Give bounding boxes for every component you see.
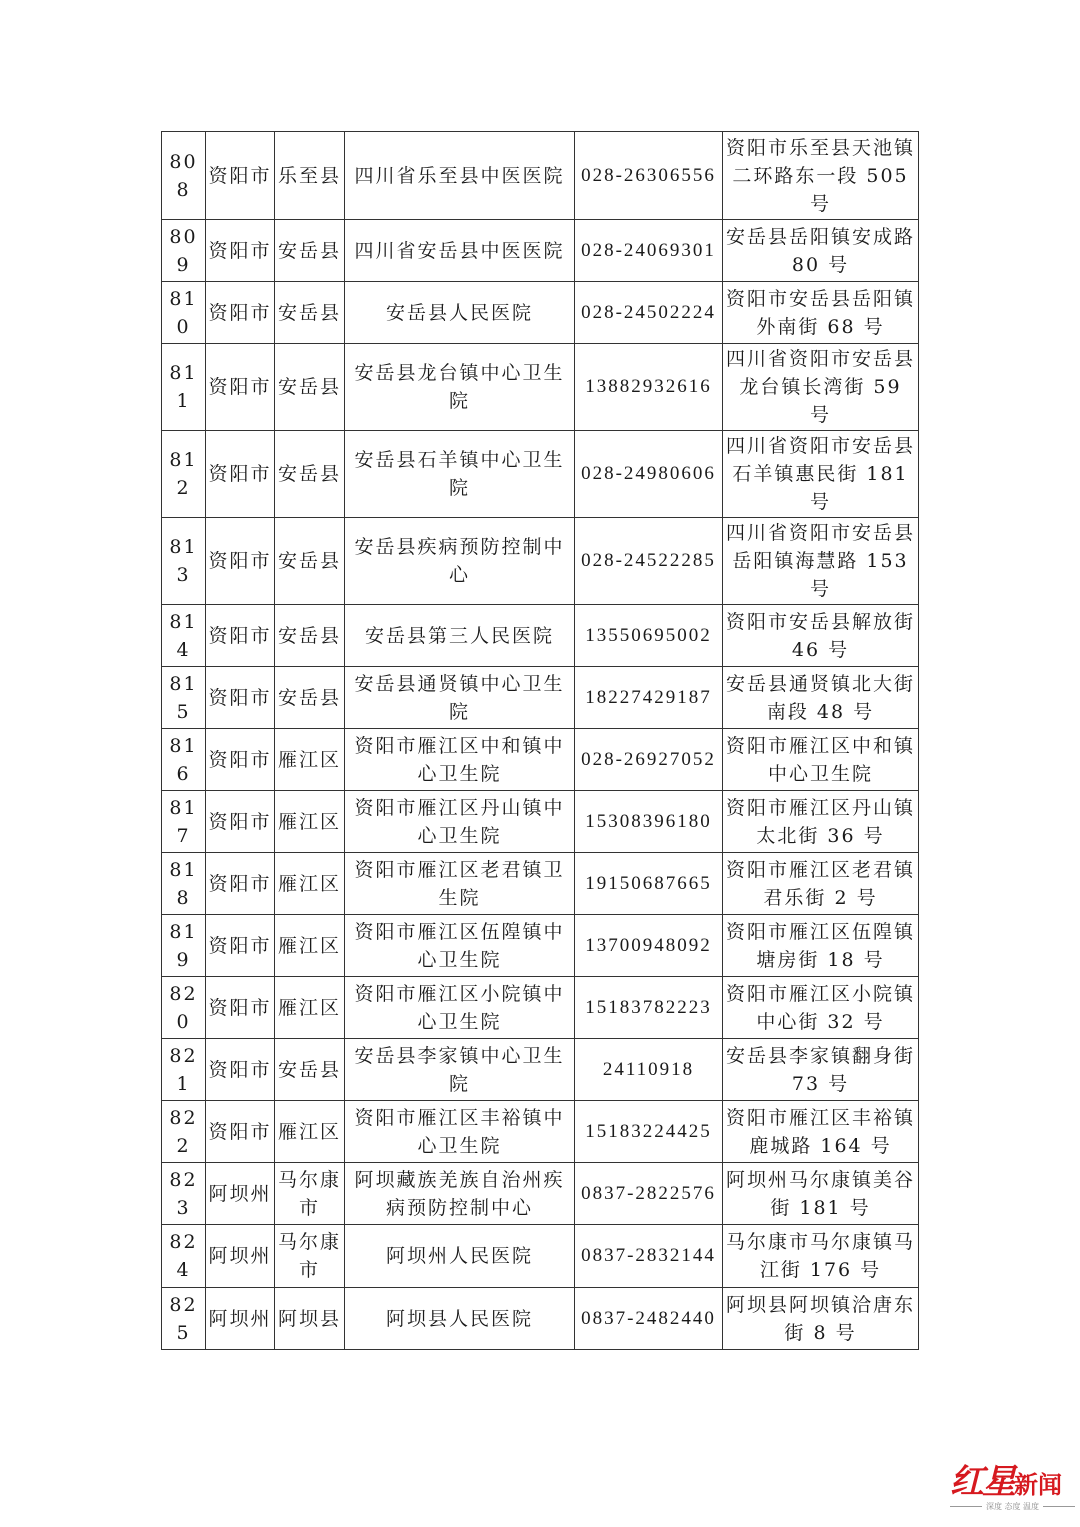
address-cell: 资阳市雁江区伍隍镇塘房街 18 号 <box>723 915 919 977</box>
address-cell: 安岳县岳阳镇安成路 80 号 <box>723 220 919 282</box>
table-row <box>162 1225 919 1288</box>
logo-brand-news: 新闻 <box>1014 1470 1062 1499</box>
address-cell: 马尔康市马尔康镇马江街 176 号 <box>723 1225 919 1288</box>
county-cell: 安岳县 <box>275 282 345 344</box>
phone-cell: 15308396180 <box>575 791 723 853</box>
city-cell: 资阳市 <box>206 977 275 1039</box>
phone-cell: 13550695002 <box>575 605 723 667</box>
phone-cell: 0837-2822576 <box>575 1163 723 1225</box>
city-cell: 资阳市 <box>206 132 275 220</box>
row-number: 820 <box>162 977 206 1039</box>
address-cell: 阿坝州马尔康镇美谷街 181 号 <box>723 1163 919 1225</box>
row-number: 809 <box>162 220 206 282</box>
hospital-table <box>161 131 919 1350</box>
city-cell: 资阳市 <box>206 605 275 667</box>
phone-cell: 13882932616 <box>575 344 723 431</box>
row-number: 818 <box>162 853 206 915</box>
address-cell: 阿坝县阿坝镇洽唐东街 8 号 <box>723 1288 919 1350</box>
county-cell: 阿坝县 <box>275 1288 345 1350</box>
phone-cell: 0837-2832144 <box>575 1225 723 1288</box>
city-cell: 资阳市 <box>206 518 275 605</box>
city-cell: 资阳市 <box>206 1039 275 1101</box>
county-cell: 马尔康市 <box>275 1225 345 1288</box>
city-cell: 资阳市 <box>206 1101 275 1163</box>
institution-name-cell: 阿坝州人民医院 <box>345 1225 575 1288</box>
table-row <box>162 1101 919 1163</box>
institution-name-cell: 四川省安岳县中医医院 <box>345 220 575 282</box>
institution-name-cell: 安岳县通贤镇中心卫生院 <box>345 667 575 729</box>
table-row <box>162 431 919 518</box>
institution-name-cell: 四川省乐至县中医医院 <box>345 132 575 220</box>
table-row <box>162 132 919 220</box>
address-cell: 资阳市乐至县天池镇二环路东一段 505 号 <box>723 132 919 220</box>
institution-name-cell: 安岳县李家镇中心卫生院 <box>345 1039 575 1101</box>
phone-cell: 028-26306556 <box>575 132 723 220</box>
row-number: 825 <box>162 1288 206 1350</box>
table-row <box>162 729 919 791</box>
city-cell: 阿坝州 <box>206 1288 275 1350</box>
row-number: 824 <box>162 1225 206 1288</box>
city-cell: 资阳市 <box>206 344 275 431</box>
table-row <box>162 605 919 667</box>
table-body <box>162 132 919 1350</box>
address-cell: 资阳市安岳县解放街 46 号 <box>723 605 919 667</box>
county-cell: 雁江区 <box>275 915 345 977</box>
row-number: 821 <box>162 1039 206 1101</box>
divider <box>1043 1506 1075 1507</box>
phone-cell: 0837-2482440 <box>575 1288 723 1350</box>
city-cell: 资阳市 <box>206 220 275 282</box>
table-row <box>162 1288 919 1350</box>
institution-name-cell: 安岳县石羊镇中心卫生院 <box>345 431 575 518</box>
table-row <box>162 518 919 605</box>
institution-name-cell: 阿坝藏族羌族自治州疾病预防控制中心 <box>345 1163 575 1225</box>
phone-cell: 18227429187 <box>575 667 723 729</box>
county-cell: 雁江区 <box>275 791 345 853</box>
county-cell: 安岳县 <box>275 1039 345 1101</box>
institution-name-cell: 资阳市雁江区伍隍镇中心卫生院 <box>345 915 575 977</box>
address-cell: 资阳市雁江区小院镇中心街 32 号 <box>723 977 919 1039</box>
row-number: 815 <box>162 667 206 729</box>
phone-cell: 15183224425 <box>575 1101 723 1163</box>
county-cell: 乐至县 <box>275 132 345 220</box>
logo-brand-red: 红星 <box>950 1462 1014 1502</box>
address-cell: 资阳市安岳县岳阳镇外南街 68 号 <box>723 282 919 344</box>
county-cell: 雁江区 <box>275 853 345 915</box>
table-row <box>162 344 919 431</box>
city-cell: 资阳市 <box>206 729 275 791</box>
city-cell: 阿坝州 <box>206 1225 275 1288</box>
county-cell: 马尔康市 <box>275 1163 345 1225</box>
city-cell: 资阳市 <box>206 853 275 915</box>
row-number: 811 <box>162 344 206 431</box>
row-number: 813 <box>162 518 206 605</box>
table-row <box>162 1163 919 1225</box>
city-cell: 阿坝州 <box>206 1163 275 1225</box>
county-cell: 安岳县 <box>275 431 345 518</box>
institution-name-cell: 资阳市雁江区老君镇卫生院 <box>345 853 575 915</box>
table-row <box>162 282 919 344</box>
row-number: 808 <box>162 132 206 220</box>
institution-name-cell: 资阳市雁江区丹山镇中心卫生院 <box>345 791 575 853</box>
table-row <box>162 853 919 915</box>
county-cell: 雁江区 <box>275 977 345 1039</box>
address-cell: 四川省资阳市安岳县岳阳镇海慧路 153 号 <box>723 518 919 605</box>
table-row <box>162 791 919 853</box>
address-cell: 资阳市雁江区丹山镇太北街 36 号 <box>723 791 919 853</box>
address-cell: 资阳市雁江区丰裕镇鹿城路 164 号 <box>723 1101 919 1163</box>
county-cell: 安岳县 <box>275 667 345 729</box>
city-cell: 资阳市 <box>206 431 275 518</box>
institution-name-cell: 安岳县人民医院 <box>345 282 575 344</box>
row-number: 814 <box>162 605 206 667</box>
phone-cell: 028-24069301 <box>575 220 723 282</box>
county-cell: 雁江区 <box>275 729 345 791</box>
county-cell: 安岳县 <box>275 518 345 605</box>
city-cell: 资阳市 <box>206 791 275 853</box>
address-cell: 四川省资阳市安岳县石羊镇惠民街 181 号 <box>723 431 919 518</box>
address-cell: 资阳市雁江区中和镇中心卫生院 <box>723 729 919 791</box>
divider <box>950 1506 982 1507</box>
table-row <box>162 915 919 977</box>
phone-cell: 13700948092 <box>575 915 723 977</box>
phone-cell: 15183782223 <box>575 977 723 1039</box>
city-cell: 资阳市 <box>206 282 275 344</box>
county-cell: 雁江区 <box>275 1101 345 1163</box>
phone-cell: 028-24522285 <box>575 518 723 605</box>
phone-cell: 19150687665 <box>575 853 723 915</box>
row-number: 822 <box>162 1101 206 1163</box>
table-row <box>162 1039 919 1101</box>
table-row <box>162 220 919 282</box>
city-cell: 资阳市 <box>206 667 275 729</box>
address-cell: 资阳市雁江区老君镇君乐街 2 号 <box>723 853 919 915</box>
county-cell: 安岳县 <box>275 605 345 667</box>
county-cell: 安岳县 <box>275 344 345 431</box>
row-number: 812 <box>162 431 206 518</box>
phone-cell: 24110918 <box>575 1039 723 1101</box>
row-number: 816 <box>162 729 206 791</box>
address-cell: 四川省资阳市安岳县龙台镇长湾街 59 号 <box>723 344 919 431</box>
row-number: 817 <box>162 791 206 853</box>
phone-cell: 028-26927052 <box>575 729 723 791</box>
institution-name-cell: 资阳市雁江区丰裕镇中心卫生院 <box>345 1101 575 1163</box>
row-number: 810 <box>162 282 206 344</box>
institution-name-cell: 安岳县疾病预防控制中心 <box>345 518 575 605</box>
city-cell: 资阳市 <box>206 915 275 977</box>
institution-name-cell: 资阳市雁江区小院镇中心卫生院 <box>345 977 575 1039</box>
hongxing-news-logo <box>950 1462 1075 1522</box>
table-row <box>162 667 919 729</box>
logo-slogan: 深度 态度 温度 <box>985 1502 1040 1511</box>
row-number: 819 <box>162 915 206 977</box>
institution-name-cell: 安岳县龙台镇中心卫生院 <box>345 344 575 431</box>
institution-name-cell: 资阳市雁江区中和镇中心卫生院 <box>345 729 575 791</box>
address-cell: 安岳县李家镇翻身街 73 号 <box>723 1039 919 1101</box>
table-row <box>162 977 919 1039</box>
phone-cell: 028-24502224 <box>575 282 723 344</box>
row-number: 823 <box>162 1163 206 1225</box>
address-cell: 安岳县通贤镇北大街南段 48 号 <box>723 667 919 729</box>
institution-name-cell: 安岳县第三人民医院 <box>345 605 575 667</box>
phone-cell: 028-24980606 <box>575 431 723 518</box>
institution-name-cell: 阿坝县人民医院 <box>345 1288 575 1350</box>
county-cell: 安岳县 <box>275 220 345 282</box>
